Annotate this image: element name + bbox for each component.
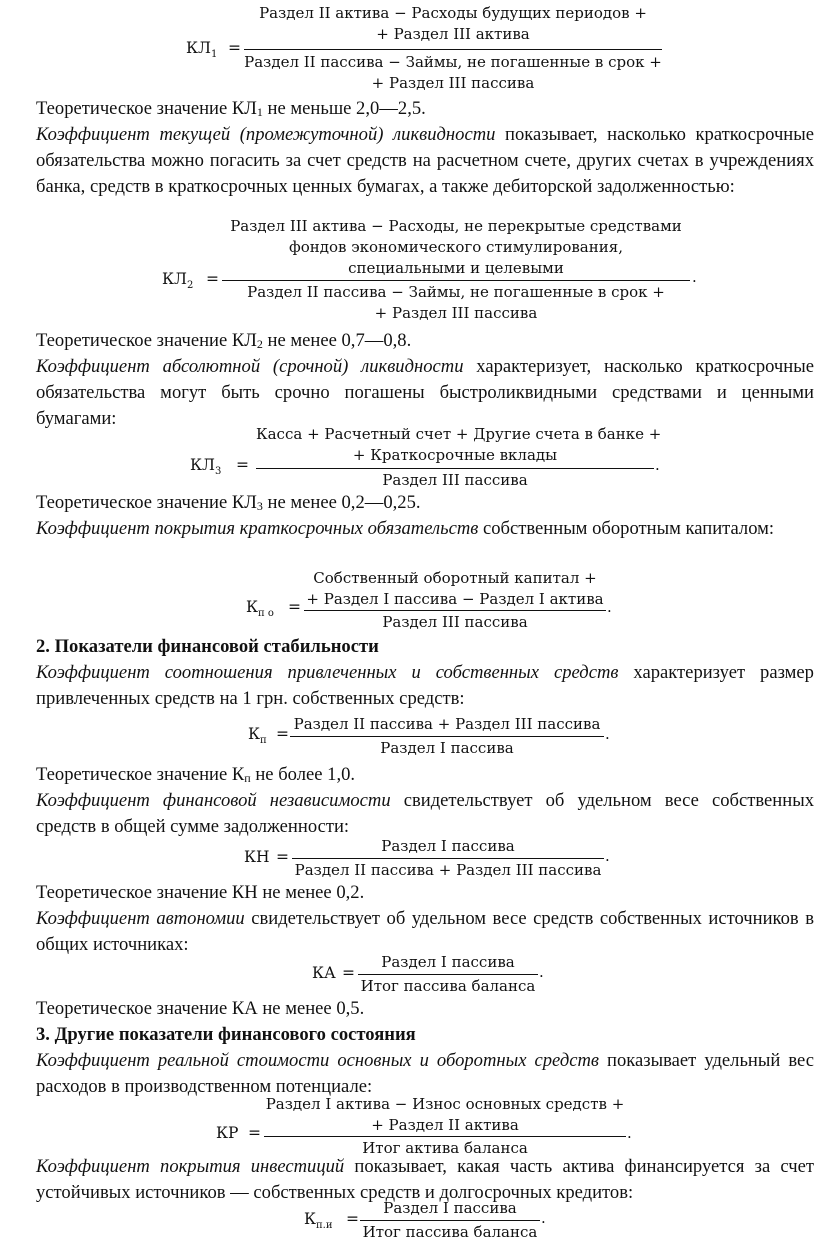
formula-numerator: Раздел I пассива (383, 1199, 517, 1217)
paragraph-autonomy: Коэффициент автономии свидетельствует об удельном весе средств собственных источников в общих источниках: (36, 908, 814, 955)
paragraph-current-liquidity: Коэффициент текущей (промежуточной) ликвидности показывает, насколько краткосрочные обязательства можно погасить за счет средств на расчетном счете, других счетах в учреждениях банка, средств в краткосрочных ценных бумагах, а также дебиторской задолженностью: (36, 124, 815, 197)
formula-numerator: Раздел I актива − Износ основных средств + + Раздел II актива (265, 1095, 625, 1134)
formula-numerator: Собственный оборотный капитал + + Раздел I пассива − Раздел I актива (306, 569, 604, 608)
equals-sign: = (248, 1124, 261, 1142)
theoretical-value-kl3: Теоретическое значение $КЛ_3$ не менее 0,2—0,25. (36, 492, 421, 513)
theoretical-value-kn: Теоретическое значение КН не менее 0,2. (36, 882, 365, 903)
fraction-bar (358, 974, 538, 975)
paragraph-financial-independence: Коэффициент финансовой независимости свидетельствует об удельном весе собственных средств в общей сумме задолженности: (36, 790, 814, 837)
formula-lhs: КА (312, 964, 336, 982)
formula-denominator: Раздел II пассива + Раздел III пассива (294, 861, 602, 879)
formula-kl3 (0, 422, 816, 488)
formula-numerator: Раздел II пассива + Раздел III пассива (293, 715, 601, 733)
theoretical-value-kl2: Теоретическое значение $КЛ_2$ не менее 0,7—0,8. (36, 330, 412, 351)
formula-period: . (539, 963, 544, 981)
fraction-bar (264, 1136, 626, 1137)
formula-denominator: Итог пассива баланса (362, 1223, 538, 1241)
formula-ka (0, 952, 816, 1000)
fraction-bar (244, 49, 662, 50)
equals-sign: = (206, 270, 219, 288)
formula-period: . (692, 268, 697, 286)
formula-lhs: $КЛ_2$ (162, 270, 194, 292)
formula-period: . (607, 598, 612, 616)
fraction-bar (360, 1220, 540, 1221)
formula-kl1 (0, 0, 816, 100)
paragraph-real-value: Коэффициент реальной стоимости основных и оборотных средств показывает удельный вес расходов в производственном потенциале: (36, 1050, 814, 1097)
formula-denominator: Раздел III пассива (382, 471, 528, 489)
equals-sign: = (228, 39, 241, 57)
fraction-bar (290, 736, 604, 737)
equals-sign: = (276, 725, 289, 743)
formula-denominator: Раздел II пассива − Займы, не погашенные в срок + + Раздел III пассива (244, 53, 662, 92)
formula-kpo (0, 566, 816, 632)
formula-lhs: КН (244, 848, 270, 866)
formula-numerator: Раздел I пассива (381, 837, 515, 855)
formula-kr (0, 1094, 816, 1158)
formula-period: . (541, 1209, 546, 1227)
formula-period: . (605, 847, 610, 865)
formula-kn (0, 836, 816, 886)
section-heading-financial-stability: 2. Показатели финансовой стабильности (36, 636, 379, 657)
formula-lhs: $КЛ_1$ (186, 39, 218, 61)
equals-sign: = (236, 456, 249, 474)
theoretical-value-kl1: Теоретическое значение $КЛ_1$ не меньше 2,0—2,5. (36, 98, 426, 119)
formula-numerator: Раздел I пассива (381, 953, 515, 971)
equals-sign: = (346, 1210, 359, 1228)
fraction-bar (292, 858, 604, 859)
section-heading-other-indicators: 3. Другие показатели финансового состояния (36, 1024, 416, 1045)
formula-denominator: Раздел II пассива − Займы, не погашенные в срок + + Раздел III пассива (247, 283, 665, 322)
paragraph-borrowed-own-ratio: Коэффициент соотношения привлеченных и собственных средств характеризует размер привлеченных средств на 1 грн. собственных средств: (36, 662, 814, 709)
formula-period: . (627, 1124, 632, 1142)
formula-denominator: Раздел III пассива (382, 613, 528, 631)
paragraph-absolute-liquidity: Коэффициент абсолютной (срочной) ликвидности характеризует, насколько краткосрочные обязательства могут быть срочно погашены быстроликвидными средствами и ценными бумагами: (36, 356, 814, 429)
formula-period: . (655, 456, 660, 474)
formula-kl2 (0, 214, 816, 324)
formula-numerator: Раздел III актива − Расходы, не перекрытые средствами фондов экономического стимулирования, специальными и целевыми (230, 217, 682, 277)
formula-numerator: Раздел II актива − Расходы будущих периодов + + Раздел III актива (259, 4, 647, 43)
equals-sign: = (342, 964, 355, 982)
paragraph-investment-coverage: Коэффициент покрытия инвестиций показывает, какая часть актива финансируется за счет устойчивых источников — собственных средств и долгосрочных кредитов: (36, 1156, 814, 1203)
equals-sign: = (288, 598, 301, 616)
formula-numerator: Касса + Расчетный счет + Другие счета в банке + + Краткосрочные вклады (256, 425, 662, 464)
formula-kpi (0, 1198, 816, 1246)
formula-lhs: КР (216, 1124, 239, 1142)
formula-period: . (605, 725, 610, 743)
theoretical-value-ka: Теоретическое значение КА не менее 0,5. (36, 998, 365, 1019)
formula-denominator: Раздел I пассива (380, 739, 514, 757)
formula-lhs: $К_п$ (248, 725, 267, 747)
formula-lhs: $К_{п.и}$ (304, 1210, 333, 1232)
paragraph-short-term-coverage: Коэффициент покрытия краткосрочных обязательств собственным оборотным капиталом: (36, 518, 775, 539)
formula-denominator: Итог пассива баланса (360, 977, 536, 995)
fraction-bar (304, 610, 606, 611)
equals-sign: = (276, 848, 289, 866)
formula-lhs: $К_{п о}$ (246, 598, 274, 620)
formula-kp (0, 712, 816, 762)
fraction-bar (256, 468, 654, 469)
theoretical-value-kp: Теоретическое значение $К_п$ не более 1,0. (36, 764, 356, 785)
formula-denominator: Итог актива баланса (362, 1139, 528, 1157)
formula-lhs: $КЛ_3$ (190, 456, 222, 478)
fraction-bar (222, 280, 690, 281)
